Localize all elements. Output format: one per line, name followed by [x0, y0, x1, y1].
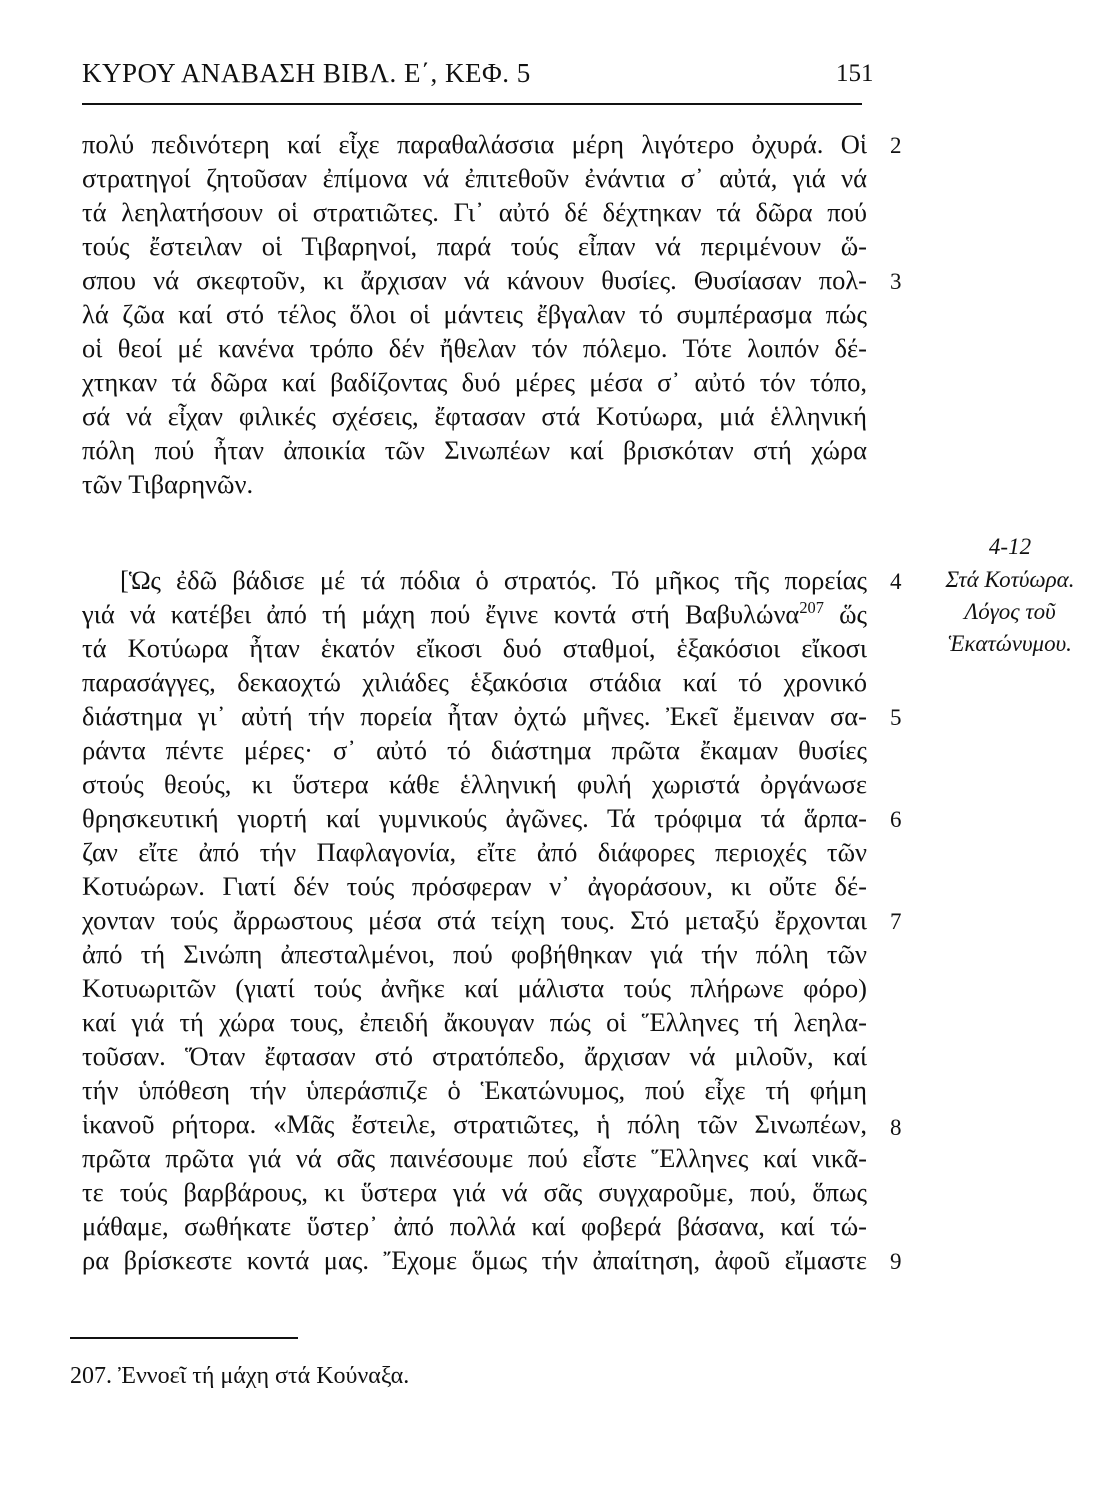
text-line: στρατηγοί ζητοῦσαν ἐπίμονα νά ἐπιτεθοῦν ἐνάντια σ᾿ αὐτά, γιά νά: [82, 163, 867, 193]
text-line: τοῦσαν. Ὅταν ἔφτασαν στό στρατόπεδο, ἄρχισαν νά μιλοῦν, καί: [82, 1041, 867, 1071]
text-line: πρῶτα πρῶτα γιά νά σᾶς παινέσουμε πού εἶστε Ἕλληνες καί νικᾶ-: [82, 1143, 867, 1173]
text-line: οἱ θεοί μέ κανένα τρόπο δέν ἤθελαν τόν πόλεμο. Τότε λοιπόν δέ-: [82, 333, 867, 363]
text-line: τά λεηλατήσουν οἱ στρατιῶτες. Γι᾿ αὐτό δέ δέχτηκαν τά δῶρα πού: [82, 197, 867, 227]
section-number: 4: [890, 569, 902, 594]
text-line: ἀπό τή Σινώπη ἀπεσταλμένοι, πού φοβήθηκαν γιά τήν πόλη τῶν: [82, 939, 867, 969]
section-number: 3: [890, 269, 902, 294]
text-line: τε τούς βαρβάρους, κι ὕστερα γιά νά σᾶς συγχαροῦμε, πού, ὅπως: [82, 1177, 867, 1207]
section-number: 5: [890, 705, 902, 730]
text-line: πολύ πεδινότερη καί εἶχε παραθαλάσσια μέρη λιγότερο ὀχυρά. Οἱ: [82, 129, 867, 159]
text-line: παρασάγγες, δεκαοχτώ χιλιάδες ἑξακόσια στάδια καί τό χρονικό: [82, 667, 867, 697]
section-number: 6: [890, 807, 902, 832]
text-line: τῶν Τιβαρηνῶν.: [82, 469, 254, 499]
text-line: σπου νά σκεφτοῦν, κι ἄρχισαν νά κάνουν θυσίες. Θυσίασαν πολ-: [82, 265, 867, 295]
text-line: Κοτυώρων. Γιατί δέν τούς πρόσφεραν ν᾿ ἀγοράσουν, κι οὔτε δέ-: [82, 871, 867, 901]
text-line: καί γιά τή χώρα τους, ἐπειδή ἄκουγαν πώς οἱ Ἕλληνες τή λεηλα-: [82, 1007, 867, 1037]
text-line: στούς θεούς, κι ὕστερα κάθε ἑλληνική φυλή χωριστά ὀργάνωσε: [82, 769, 867, 799]
header-rule: [82, 103, 862, 105]
text-line: τούς ἔστειλαν οἱ Τιβαρηνοί, παρά τούς εἶπαν νά περιμένουν ὥ-: [82, 231, 867, 261]
text-line: ράντα πέντε μέρες· σ᾿ αὐτό τό διάστημα πρῶτα ἔκαμαν θυσίες: [82, 735, 867, 765]
footnote-rule: [70, 1337, 298, 1339]
text-line: Κοτυωριτῶν (γιατί τούς ἀνῆκε καί μάλιστα τούς πλήρωνε φόρο): [82, 973, 867, 1003]
text-line: θρησκευτική γιορτή καί γυμνικούς ἀγῶνες. Τά τρόφιμα τά ἅρπα-: [82, 803, 867, 833]
page-number: 151: [836, 60, 874, 87]
text-line: ζαν εἴτε ἀπό τήν Παφλαγονία, εἴτε ἀπό διάφορες περιοχές τῶν: [82, 837, 867, 867]
text-line: τά Κοτύωρα ἦταν ἑκατόν εἴκοσι δυό σταθμοί, ἑξακόσιοι εἴκοσι: [82, 633, 867, 663]
text-segment: γιά νά κατέβει ἀπό τή μάχη πού ἔγινε κοντά στή Βαβυλώνα: [82, 599, 800, 629]
section-number: 2: [890, 133, 902, 158]
text-segment: ὥς: [839, 599, 868, 629]
sidenote-range: 4-12: [988, 534, 1032, 559]
text-line: χτηκαν τά δῶρα καί βαδίζοντας δυό μέρες μέσα σ᾿ αὐτό τόν τόπο,: [82, 367, 867, 397]
text-line: ρα βρίσκεστε κοντά μας. Ἔχομε ὅμως τήν ἀπαίτηση, ἀφοῦ εἴμαστε: [82, 1245, 867, 1275]
section-number: 9: [890, 1249, 902, 1274]
sidenote-line: Στά Κοτύωρα.: [945, 567, 1075, 592]
text-line: χονταν τούς ἄρρωστους μέσα στά τείχη τους. Στό μεταξύ ἔρχονται: [82, 905, 867, 935]
section-number: 7: [890, 909, 902, 934]
footnote: 207. Ἐννοεῖ τή μάχη στά Κούναξα.: [70, 1363, 410, 1389]
text-line: πόλη πού ἦταν ἀποικία τῶν Σινωπέων καί βρισκόταν στή χώρα: [82, 435, 867, 465]
sidenote-line: Ἑκατώνυμου.: [948, 631, 1072, 656]
running-header-title: ΚΥΡΟΥ ΑΝΑΒΑΣΗ ΒΙΒΛ. Ε΄, ΚΕΦ. 5: [82, 58, 531, 88]
text-line: τήν ὑπόθεση τήν ὑπεράσπιζε ὁ Ἑκατώνυμος, πού εἶχε τή φήμη: [82, 1075, 867, 1105]
sidenote-line: Λόγος τοῦ: [964, 599, 1056, 624]
text-line: μάθαμε, σωθήκατε ὕστερ᾿ ἀπό πολλά καί φοβερά βάσανα, καί τώ-: [82, 1211, 867, 1241]
text-line: ἱκανοῦ ρήτορα. «Μᾶς ἔστειλε, στρατιῶτες, ἡ πόλη τῶν Σινωπέων,: [82, 1109, 867, 1139]
text-line: σά νά εἶχαν φιλικές σχέσεις, ἔφτασαν στά Κοτύωρα, μιά ἑλληνική: [82, 401, 867, 431]
text-line: διάστημα γι᾿ αὐτή τήν πορεία ἦταν ὀχτώ μῆνες. Ἐκεῖ ἔμειναν σα-: [82, 701, 867, 731]
text-line: λά ζῶα καί στό τέλος ὅλοι οἱ μάντεις ἔβγαλαν τό συμπέρασμα πώς: [82, 299, 867, 329]
footnote-marker: 207: [799, 598, 824, 618]
text-line-with-footnote: [82, 597, 867, 631]
text-line: [Ὡς ἐδῶ βάδισε μέ τά πόδια ὁ στρατός. Τό μῆκος τῆς πορείας: [120, 565, 867, 595]
section-number: 8: [890, 1115, 902, 1140]
